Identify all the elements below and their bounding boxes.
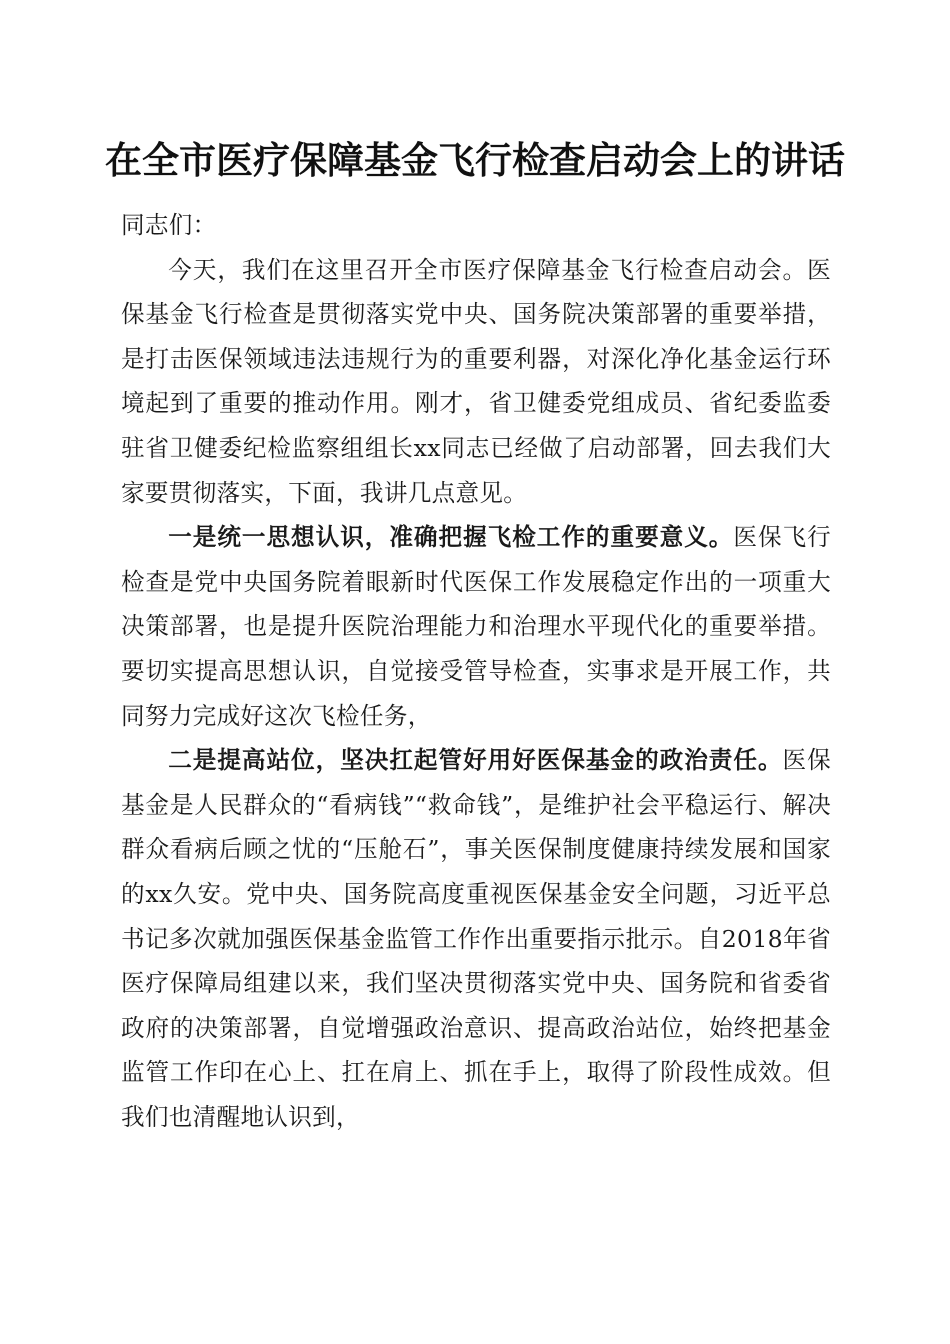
salutation: 同志们： xyxy=(121,211,217,239)
paragraph-intro xyxy=(121,248,831,516)
document-body xyxy=(121,203,831,1139)
paragraph-text: 今天，我们在这里召开全市医疗保障基金飞行检查启动会。医保基金飞行检查是贯彻落实党中央、国务院决策部署的重要举措，是打击医保领域违法违规行为的重要利器，对深化净化基金运行环境起到了重要的推动作用。刚才，省卫健委党组成员、省纪委监委驻省卫健委纪检监察组组长xx同志已经做了启动部署，回去我们大家要贯彻落实，下面，我讲几点意见。 xyxy=(121,255,831,507)
paragraph-lead: 二是提高站位，坚决扛起管好用好医保基金的政治责任。 xyxy=(168,746,783,775)
paragraph-point-two xyxy=(121,738,831,1139)
paragraph-text: 医保基金是人民群众的“看病钱”“救命钱”，是维护社会平稳运行、解决群众看病后顾之忧的“压舱石”，事关医保制度健康持续发展和国家的xx久安。党中央、国务院高度重视医保基金安全问题，习近平总书记多次就加强医保基金监管工作作出重要指示批示。自2018年省医疗保障局组建以来，我们坚决贯彻落实党中央、国务院和省委省政府的决策部署，自觉增强政治意识、提高政治站位，始终把基金监管工作印在心上、扛在肩上、抓在手上，取得了阶段性成效。但我们也清醒地认识到， xyxy=(121,746,831,1131)
paragraph-lead: 一是统一思想认识，准确把握飞检工作的重要意义。 xyxy=(168,523,734,552)
document-title: 在全市医疗保障基金飞行检查启动会上的讲话 xyxy=(105,138,845,182)
paragraph-point-one xyxy=(121,515,831,738)
paragraph-text: 医保飞行检查是党中央国务院着眼新时代医保工作发展稳定作出的一项重大决策部署，也是提升医院治理能力和治理水平现代化的重要举措。要切实提高思想认识，自觉接受管导检查，实事求是开展工作，共同努力完成好这次飞检任务， xyxy=(121,523,831,730)
